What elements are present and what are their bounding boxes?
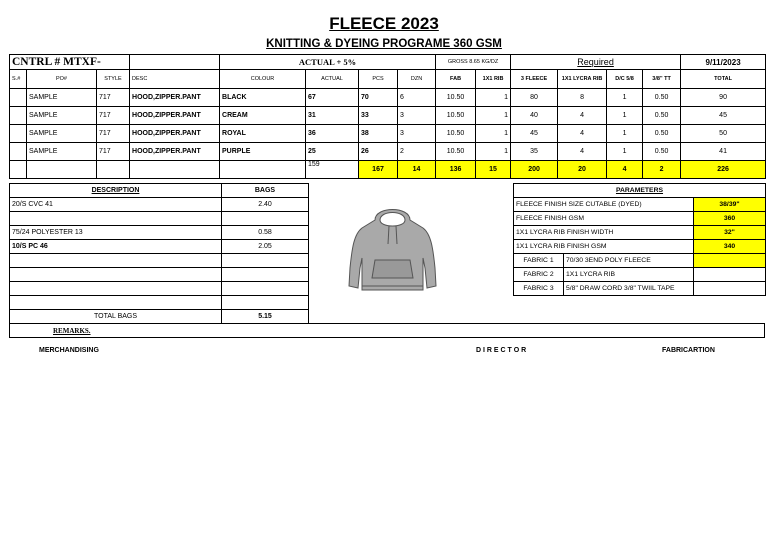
cell-dc: 1	[607, 125, 643, 143]
cell-dc: 1	[607, 143, 643, 161]
parameter-value: 340	[694, 240, 766, 254]
total-tt: 2	[643, 161, 681, 179]
cell-rib: 1	[476, 143, 511, 161]
parameters-table	[513, 183, 766, 296]
cell-lycra: 4	[558, 143, 607, 161]
list-item	[10, 296, 309, 310]
list-item	[10, 282, 309, 296]
yarn-bags	[222, 254, 309, 268]
yarn-description	[10, 212, 222, 226]
cell-desc: HOOD,ZIPPER.PANT	[130, 89, 220, 107]
total-bags-value: 5.15	[222, 310, 309, 324]
gross-label: GROSS 8.65 KG/DZ	[436, 55, 511, 70]
cell-style: 717	[97, 143, 130, 161]
cell-tt: 0.50	[643, 143, 681, 161]
empty-cell	[694, 268, 766, 282]
fabric-label: FABRIC 1	[514, 254, 564, 268]
parameter-label: 1X1 LYCRA RIB FINISH GSM	[514, 240, 694, 254]
parameter-value: 360	[694, 212, 766, 226]
empty-cell	[97, 161, 130, 179]
cell-desc: HOOD,ZIPPER.PANT	[130, 143, 220, 161]
cell-desc: HOOD,ZIPPER.PANT	[130, 125, 220, 143]
column-header: ACTUAL	[306, 70, 359, 89]
signature-merchandising: MERCHANDISING	[39, 347, 99, 354]
column-header: COLOUR	[220, 70, 306, 89]
cell-rib: 1	[476, 107, 511, 125]
cell-colour: CREAM	[220, 107, 306, 125]
signature-director: D I R E C T O R	[476, 347, 527, 354]
document-title: FLEECE 2023	[329, 14, 439, 33]
list-item	[10, 254, 309, 268]
column-header: PO#	[27, 70, 97, 89]
list-item	[10, 212, 309, 226]
cell-dc: 1	[607, 89, 643, 107]
cell-colour: BLACK	[220, 89, 306, 107]
document-date: 9/11/2023	[681, 55, 766, 70]
cell-fab: 10.50	[436, 107, 476, 125]
cell-po: SAMPLE	[27, 107, 97, 125]
total-pcs: 167	[359, 161, 398, 179]
column-header: 1X1 LYCRA RIB	[558, 70, 607, 89]
column-header: PCS	[359, 70, 398, 89]
yarn-description: 10/S PC 46	[10, 240, 222, 254]
bags-header: BAGS	[222, 184, 309, 198]
cell-total: 90	[681, 89, 766, 107]
cell-pcs: 26	[359, 143, 398, 161]
table-column-headers	[10, 70, 766, 89]
yarn-description	[10, 254, 222, 268]
table-row	[10, 89, 766, 107]
cell-total: 45	[681, 107, 766, 125]
empty-cell	[694, 254, 766, 268]
total-bags-label: TOTAL BAGS	[10, 310, 222, 324]
total-dzn: 14	[398, 161, 436, 179]
parameter-value: 38/39"	[694, 198, 766, 212]
yarn-description-table	[9, 183, 309, 324]
yarn-bags	[222, 212, 309, 226]
total-total: 226	[681, 161, 766, 179]
cell-lycra: 8	[558, 89, 607, 107]
cell-fab: 10.50	[436, 125, 476, 143]
cell-lycra: 4	[558, 107, 607, 125]
control-number: CNTRL # MTXF-	[10, 55, 130, 70]
yarn-bags: 2.05	[222, 240, 309, 254]
knitting-program-table	[9, 54, 766, 179]
yarn-bags	[222, 268, 309, 282]
fabric-value: 5/8" DRAW CORD 3/8" TWIIL TAPE	[564, 282, 694, 296]
total-fleece: 200	[511, 161, 558, 179]
cell-actual: 36	[306, 125, 359, 143]
fabric-value: 70/30 3END POLY FLEECE	[564, 254, 694, 268]
cell-colour: ROYAL	[220, 125, 306, 143]
fabric-row	[514, 254, 766, 268]
yarn-bags: 2.40	[222, 198, 309, 212]
yarn-description: 75/24 POLYESTER 13	[10, 226, 222, 240]
cell-dzn: 6	[398, 89, 436, 107]
cell-pcs: 38	[359, 125, 398, 143]
column-header: D/C 5/8	[607, 70, 643, 89]
fabric-row	[514, 282, 766, 296]
cell-rib: 1	[476, 89, 511, 107]
cell-lycra: 4	[558, 125, 607, 143]
column-header: DESC	[130, 70, 220, 89]
empty-cell	[130, 161, 220, 179]
empty-cell	[220, 161, 306, 179]
cell-sno	[10, 125, 27, 143]
column-header: S.#	[10, 70, 27, 89]
parameter-label: FLEECE FINISH GSM	[514, 212, 694, 226]
yarn-bags	[222, 296, 309, 310]
cell-colour: PURPLE	[220, 143, 306, 161]
cell-desc: HOOD,ZIPPER.PANT	[130, 107, 220, 125]
total-fab: 136	[436, 161, 476, 179]
cell-tt: 0.50	[643, 89, 681, 107]
actual-plus-label: ACTUAL + 5%	[220, 55, 436, 70]
cell-actual: 31	[306, 107, 359, 125]
parameters-header: PARAMETERS	[514, 184, 766, 198]
yarn-description	[10, 268, 222, 282]
table-row	[10, 107, 766, 125]
cell-style: 717	[97, 107, 130, 125]
column-header: DZN	[398, 70, 436, 89]
fabric-label: FABRIC 3	[514, 282, 564, 296]
list-item	[10, 226, 309, 240]
list-item	[10, 268, 309, 282]
hoodie-icon	[345, 198, 440, 298]
cell-tt: 0.50	[643, 125, 681, 143]
parameter-row	[514, 212, 766, 226]
required-label: Required	[511, 55, 681, 70]
table-row	[10, 125, 766, 143]
total-bags-row	[10, 310, 309, 324]
description-header: DESCRIPTION	[10, 184, 222, 198]
cell-sno	[10, 89, 27, 107]
cell-pcs: 70	[359, 89, 398, 107]
cell-pcs: 33	[359, 107, 398, 125]
cell-style: 717	[97, 125, 130, 143]
total-lycra: 20	[558, 161, 607, 179]
cell-sno	[10, 143, 27, 161]
cell-actual: 67	[306, 89, 359, 107]
cell-style: 717	[97, 89, 130, 107]
column-header: 3 FLEECE	[511, 70, 558, 89]
cell-fleece: 80	[511, 89, 558, 107]
fabric-label: FABRIC 2	[514, 268, 564, 282]
signature-fabrication: FABRICARTION	[662, 347, 715, 354]
yarn-bags: 0.58	[222, 226, 309, 240]
yarn-description	[10, 296, 222, 310]
cell-total: 41	[681, 143, 766, 161]
parameter-value: 32"	[694, 226, 766, 240]
cell-dzn: 3	[398, 125, 436, 143]
table-header-top	[10, 55, 766, 70]
column-header: FAB	[436, 70, 476, 89]
column-header: 3/8" TT	[643, 70, 681, 89]
cell-po: SAMPLE	[27, 89, 97, 107]
remarks-box	[9, 323, 765, 338]
cell-total: 50	[681, 125, 766, 143]
cell-rib: 1	[476, 125, 511, 143]
empty-cell	[27, 161, 97, 179]
totals-row	[10, 161, 766, 179]
cell-fab: 10.50	[436, 89, 476, 107]
remarks-label: REMARKS.	[53, 327, 91, 335]
parameter-label: FLEECE FINISH SIZE CUTABLE (DYED)	[514, 198, 694, 212]
yarn-description: 20/S CVC 41	[10, 198, 222, 212]
yarn-description	[10, 282, 222, 296]
list-item	[10, 198, 309, 212]
cell-dzn: 2	[398, 143, 436, 161]
cell-dc: 1	[607, 107, 643, 125]
parameter-row	[514, 226, 766, 240]
empty-cell	[694, 282, 766, 296]
cell-dzn: 3	[398, 107, 436, 125]
fabric-row	[514, 268, 766, 282]
parameter-label: 1X1 LYCRA RIB FINISH WIDTH	[514, 226, 694, 240]
cell-tt: 0.50	[643, 107, 681, 125]
total-actual: 159	[306, 161, 359, 179]
column-header: STYLE	[97, 70, 130, 89]
cell-fab: 10.50	[436, 143, 476, 161]
cell-sno	[10, 107, 27, 125]
cell-fleece: 40	[511, 107, 558, 125]
empty-cell	[10, 161, 27, 179]
table-row	[10, 143, 766, 161]
list-item	[10, 240, 309, 254]
cell-po: SAMPLE	[27, 143, 97, 161]
cell-fleece: 45	[511, 125, 558, 143]
column-header: TOTAL	[681, 70, 766, 89]
cell-po: SAMPLE	[27, 125, 97, 143]
yarn-bags	[222, 282, 309, 296]
parameter-row	[514, 198, 766, 212]
document-subtitle: KNITTING & DYEING PROGRAME 360 GSM	[266, 38, 502, 50]
cell-fleece: 35	[511, 143, 558, 161]
parameter-row	[514, 240, 766, 254]
fabric-value: 1X1 LYCRA RIB	[564, 268, 694, 282]
total-rib: 15	[476, 161, 511, 179]
total-dc: 4	[607, 161, 643, 179]
column-header: 1X1 RIB	[476, 70, 511, 89]
cell-actual: 25	[306, 143, 359, 161]
